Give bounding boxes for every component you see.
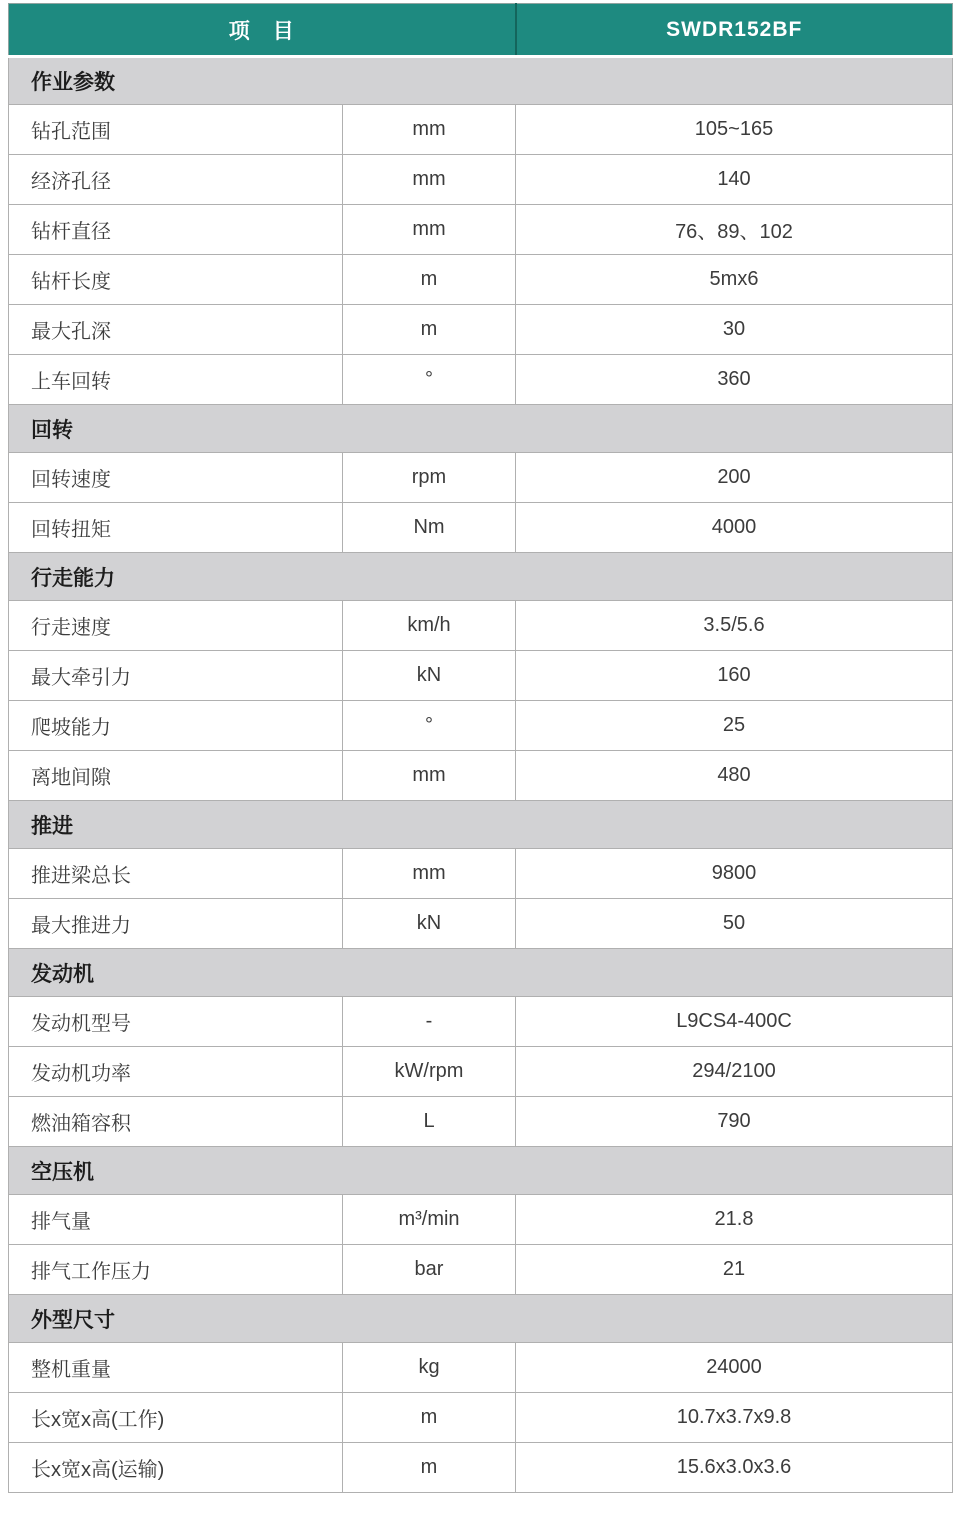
param-unit-cell: kN	[343, 651, 516, 701]
param-unit-cell: mm	[343, 105, 516, 155]
param-unit-cell: rpm	[343, 453, 516, 503]
param-value-cell: 25	[516, 701, 953, 751]
table-row	[9, 899, 953, 949]
header-item-cell: 项 目	[9, 4, 516, 57]
param-value-cell: 76、89、102	[516, 205, 953, 255]
param-name-cell: 推进梁总长	[9, 849, 343, 899]
param-value-cell: 294/2100	[516, 1047, 953, 1097]
table-row	[9, 503, 953, 553]
table-row	[9, 701, 953, 751]
table-header-row	[9, 4, 953, 57]
param-name-cell: 发动机型号	[9, 997, 343, 1047]
table-row	[9, 1245, 953, 1295]
param-unit-cell: m	[343, 1443, 516, 1493]
param-unit-cell: mm	[343, 751, 516, 801]
section-title: 发动机	[9, 949, 953, 997]
table-row	[9, 601, 953, 651]
param-unit-cell: m	[343, 255, 516, 305]
param-name-cell: 发动机功率	[9, 1047, 343, 1097]
table-row	[9, 105, 953, 155]
param-value-cell: 4000	[516, 503, 953, 553]
table-row	[9, 1443, 953, 1493]
table-row	[9, 751, 953, 801]
param-name-cell: 最大牵引力	[9, 651, 343, 701]
param-name-cell: 钻孔范围	[9, 105, 343, 155]
section-row	[9, 949, 953, 997]
param-name-cell: 排气工作压力	[9, 1245, 343, 1295]
param-value-cell: L9CS4-400C	[516, 997, 953, 1047]
param-value-cell: 30	[516, 305, 953, 355]
param-unit-cell: km/h	[343, 601, 516, 651]
param-name-cell: 排气量	[9, 1195, 343, 1245]
param-value-cell: 200	[516, 453, 953, 503]
param-value-cell: 15.6x3.0x3.6	[516, 1443, 953, 1493]
section-title: 外型尺寸	[9, 1295, 953, 1343]
param-unit-cell: Nm	[343, 503, 516, 553]
param-unit-cell: kW/rpm	[343, 1047, 516, 1097]
param-unit-cell: °	[343, 701, 516, 751]
param-unit-cell: mm	[343, 849, 516, 899]
param-value-cell: 140	[516, 155, 953, 205]
param-name-cell: 上车回转	[9, 355, 343, 405]
param-unit-cell: kg	[343, 1343, 516, 1393]
param-unit-cell: mm	[343, 155, 516, 205]
param-name-cell: 钻杆长度	[9, 255, 343, 305]
param-value-cell: 480	[516, 751, 953, 801]
section-row	[9, 405, 953, 453]
param-unit-cell: mm	[343, 205, 516, 255]
table-row	[9, 849, 953, 899]
param-value-cell: 790	[516, 1097, 953, 1147]
param-value-cell: 360	[516, 355, 953, 405]
param-name-cell: 回转速度	[9, 453, 343, 503]
param-value-cell: 10.7x3.7x9.8	[516, 1393, 953, 1443]
param-name-cell: 回转扭矩	[9, 503, 343, 553]
table-row	[9, 155, 953, 205]
table-row	[9, 255, 953, 305]
section-row	[9, 801, 953, 849]
param-value-cell: 105~165	[516, 105, 953, 155]
header-model-cell: SWDR152BF	[516, 4, 953, 57]
table-row	[9, 1097, 953, 1147]
param-value-cell: 9800	[516, 849, 953, 899]
section-title: 推进	[9, 801, 953, 849]
section-title: 回转	[9, 405, 953, 453]
param-name-cell: 长x宽x高(运输)	[9, 1443, 343, 1493]
table-row	[9, 1195, 953, 1245]
table-row	[9, 1393, 953, 1443]
section-title: 空压机	[9, 1147, 953, 1195]
section-title: 作业参数	[9, 57, 953, 105]
param-value-cell: 21.8	[516, 1195, 953, 1245]
param-unit-cell: kN	[343, 899, 516, 949]
param-name-cell: 整机重量	[9, 1343, 343, 1393]
param-unit-cell: bar	[343, 1245, 516, 1295]
section-row	[9, 57, 953, 105]
param-name-cell: 钻杆直径	[9, 205, 343, 255]
param-name-cell: 最大孔深	[9, 305, 343, 355]
param-value-cell: 50	[516, 899, 953, 949]
table-row	[9, 205, 953, 255]
table-row	[9, 997, 953, 1047]
section-title: 行走能力	[9, 553, 953, 601]
param-unit-cell: L	[343, 1097, 516, 1147]
param-name-cell: 最大推进力	[9, 899, 343, 949]
param-unit-cell: -	[343, 997, 516, 1047]
param-unit-cell: m³/min	[343, 1195, 516, 1245]
param-name-cell: 爬坡能力	[9, 701, 343, 751]
param-name-cell: 燃油箱容积	[9, 1097, 343, 1147]
table-row	[9, 355, 953, 405]
spec-table	[8, 3, 953, 1493]
param-name-cell: 长x宽x高(工作)	[9, 1393, 343, 1443]
table-row	[9, 651, 953, 701]
table-row	[9, 1343, 953, 1393]
table-row	[9, 1047, 953, 1097]
param-value-cell: 5mx6	[516, 255, 953, 305]
param-value-cell: 3.5/5.6	[516, 601, 953, 651]
param-unit-cell: m	[343, 1393, 516, 1443]
param-value-cell: 21	[516, 1245, 953, 1295]
param-value-cell: 24000	[516, 1343, 953, 1393]
section-row	[9, 1147, 953, 1195]
section-row	[9, 1295, 953, 1343]
param-value-cell: 160	[516, 651, 953, 701]
table-row	[9, 305, 953, 355]
param-name-cell: 行走速度	[9, 601, 343, 651]
param-unit-cell: m	[343, 305, 516, 355]
section-row	[9, 553, 953, 601]
table-row	[9, 453, 953, 503]
param-name-cell: 经济孔径	[9, 155, 343, 205]
param-unit-cell: °	[343, 355, 516, 405]
param-name-cell: 离地间隙	[9, 751, 343, 801]
